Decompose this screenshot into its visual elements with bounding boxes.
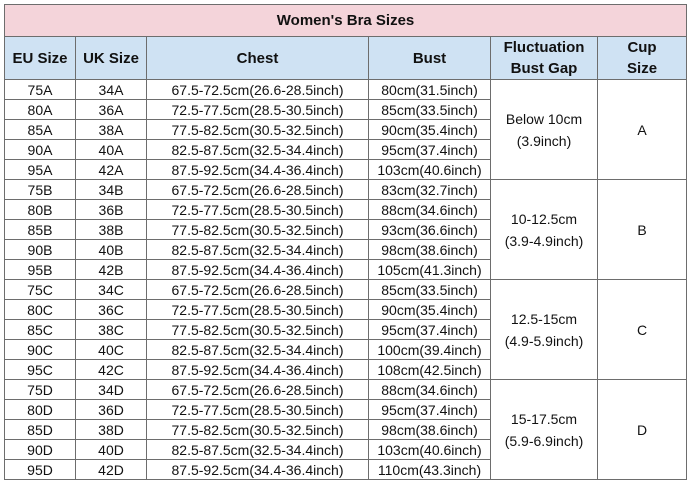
chest-cell: 87.5-92.5cm(34.4-36.4inch) — [147, 160, 369, 180]
table-row — [5, 180, 687, 200]
bust-cell: 95cm(37.4inch) — [369, 400, 491, 420]
uk-size-cell: 40B — [76, 240, 147, 260]
header-cup-line-1: Cup — [627, 39, 657, 56]
chest-cell: 67.5-72.5cm(26.6-28.5inch) — [147, 180, 369, 200]
bust-cell: 85cm(33.5inch) — [369, 280, 491, 300]
chest-cell: 82.5-87.5cm(32.5-34.4inch) — [147, 140, 369, 160]
bust-cell: 95cm(37.4inch) — [369, 140, 491, 160]
bust-cell: 108cm(42.5inch) — [369, 360, 491, 380]
bust-cell: 88cm(34.6inch) — [369, 200, 491, 220]
title-row — [5, 5, 687, 37]
eu-size-cell: 90C — [5, 340, 76, 360]
chest-cell: 72.5-77.5cm(28.5-30.5inch) — [147, 100, 369, 120]
bust-cell: 100cm(39.4inch) — [369, 340, 491, 360]
header-row — [5, 37, 687, 80]
bust-gap-line-2: (3.9-4.9inch) — [504, 232, 584, 249]
bust-cell: 90cm(35.4inch) — [369, 120, 491, 140]
bust-gap-cell — [491, 380, 598, 480]
chest-cell: 72.5-77.5cm(28.5-30.5inch) — [147, 400, 369, 420]
cup-size-cell: A — [598, 80, 687, 180]
bust-gap-line-1: 10-12.5cm — [510, 210, 578, 227]
eu-size-cell: 75A — [5, 80, 76, 100]
bust-cell: 93cm(36.6inch) — [369, 220, 491, 240]
eu-size-cell: 75D — [5, 380, 76, 400]
uk-size-cell: 36D — [76, 400, 147, 420]
uk-size-cell: 42A — [76, 160, 147, 180]
chest-cell: 87.5-92.5cm(34.4-36.4inch) — [147, 460, 369, 480]
eu-size-cell: 95C — [5, 360, 76, 380]
header-fluctuation-bust-gap — [491, 37, 598, 80]
bust-gap-line-1: Below 10cm — [505, 110, 583, 127]
bust-gap-cell — [491, 80, 598, 180]
chest-cell: 67.5-72.5cm(26.6-28.5inch) — [147, 380, 369, 400]
table-row — [5, 380, 687, 400]
eu-size-cell: 95D — [5, 460, 76, 480]
uk-size-cell: 34B — [76, 180, 147, 200]
chest-cell: 77.5-82.5cm(30.5-32.5inch) — [147, 420, 369, 440]
bust-gap-cell — [491, 280, 598, 380]
uk-size-cell: 38D — [76, 420, 147, 440]
eu-size-cell: 95B — [5, 260, 76, 280]
bust-cell: 103cm(40.6inch) — [369, 440, 491, 460]
chest-cell: 77.5-82.5cm(30.5-32.5inch) — [147, 320, 369, 340]
bust-cell: 110cm(43.3inch) — [369, 460, 491, 480]
eu-size-cell: 80B — [5, 200, 76, 220]
uk-size-cell: 34D — [76, 380, 147, 400]
uk-size-cell: 40D — [76, 440, 147, 460]
chest-cell: 87.5-92.5cm(34.4-36.4inch) — [147, 260, 369, 280]
chest-cell: 67.5-72.5cm(26.6-28.5inch) — [147, 280, 369, 300]
eu-size-cell: 80A — [5, 100, 76, 120]
eu-size-cell: 90D — [5, 440, 76, 460]
bust-gap-line-1: 12.5-15cm — [510, 310, 578, 327]
cup-size-cell: C — [598, 280, 687, 380]
table-row — [5, 80, 687, 100]
uk-size-cell: 36C — [76, 300, 147, 320]
bust-gap-line-1: 15-17.5cm — [510, 410, 578, 427]
chest-cell: 72.5-77.5cm(28.5-30.5inch) — [147, 300, 369, 320]
chest-cell: 67.5-72.5cm(26.6-28.5inch) — [147, 80, 369, 100]
bust-gap-line-2: (3.9inch) — [516, 132, 572, 149]
chest-cell: 82.5-87.5cm(32.5-34.4inch) — [147, 240, 369, 260]
eu-size-cell: 75B — [5, 180, 76, 200]
uk-size-cell: 40A — [76, 140, 147, 160]
header-gap-line-2: Bust Gap — [510, 60, 578, 77]
uk-size-cell: 34A — [76, 80, 147, 100]
header-cup-line-2: Size — [627, 60, 658, 77]
chest-cell: 77.5-82.5cm(30.5-32.5inch) — [147, 120, 369, 140]
eu-size-cell: 85C — [5, 320, 76, 340]
eu-size-cell: 85D — [5, 420, 76, 440]
bust-cell: 90cm(35.4inch) — [369, 300, 491, 320]
uk-size-cell: 42B — [76, 260, 147, 280]
header-gap-line-1: Fluctuation — [503, 39, 585, 56]
bust-cell: 80cm(31.5inch) — [369, 80, 491, 100]
chest-cell: 87.5-92.5cm(34.4-36.4inch) — [147, 360, 369, 380]
uk-size-cell: 38C — [76, 320, 147, 340]
chest-cell: 72.5-77.5cm(28.5-30.5inch) — [147, 200, 369, 220]
eu-size-cell: 75C — [5, 280, 76, 300]
bust-cell: 105cm(41.3inch) — [369, 260, 491, 280]
uk-size-cell: 36B — [76, 200, 147, 220]
eu-size-cell: 80C — [5, 300, 76, 320]
cup-size-cell: D — [598, 380, 687, 480]
eu-size-cell: 85B — [5, 220, 76, 240]
eu-size-cell: 90A — [5, 140, 76, 160]
uk-size-cell: 34C — [76, 280, 147, 300]
eu-size-cell: 85A — [5, 120, 76, 140]
uk-size-cell: 38B — [76, 220, 147, 240]
uk-size-cell: 36A — [76, 100, 147, 120]
header-bust: Bust — [369, 37, 491, 80]
bust-cell: 88cm(34.6inch) — [369, 380, 491, 400]
table-title: Women's Bra Sizes — [5, 5, 687, 37]
chest-cell: 77.5-82.5cm(30.5-32.5inch) — [147, 220, 369, 240]
bust-cell: 95cm(37.4inch) — [369, 320, 491, 340]
bust-gap-line-2: (4.9-5.9inch) — [504, 332, 584, 349]
header-uk-size: UK Size — [76, 37, 147, 80]
header-eu-size: EU Size — [5, 37, 76, 80]
uk-size-cell: 40C — [76, 340, 147, 360]
eu-size-cell: 90B — [5, 240, 76, 260]
uk-size-cell: 42C — [76, 360, 147, 380]
bust-cell: 85cm(33.5inch) — [369, 100, 491, 120]
bust-cell: 83cm(32.7inch) — [369, 180, 491, 200]
header-cup-size — [598, 37, 687, 80]
eu-size-cell: 80D — [5, 400, 76, 420]
bust-cell: 98cm(38.6inch) — [369, 420, 491, 440]
table-row — [5, 280, 687, 300]
cup-size-cell: B — [598, 180, 687, 280]
size-table-body — [5, 80, 687, 480]
chest-cell: 82.5-87.5cm(32.5-34.4inch) — [147, 440, 369, 460]
uk-size-cell: 38A — [76, 120, 147, 140]
bust-gap-line-2: (5.9-6.9inch) — [504, 432, 584, 449]
uk-size-cell: 42D — [76, 460, 147, 480]
bust-cell: 98cm(38.6inch) — [369, 240, 491, 260]
bust-gap-cell — [491, 180, 598, 280]
chest-cell: 82.5-87.5cm(32.5-34.4inch) — [147, 340, 369, 360]
bra-size-table — [4, 4, 687, 480]
eu-size-cell: 95A — [5, 160, 76, 180]
bust-cell: 103cm(40.6inch) — [369, 160, 491, 180]
header-chest: Chest — [147, 37, 369, 80]
